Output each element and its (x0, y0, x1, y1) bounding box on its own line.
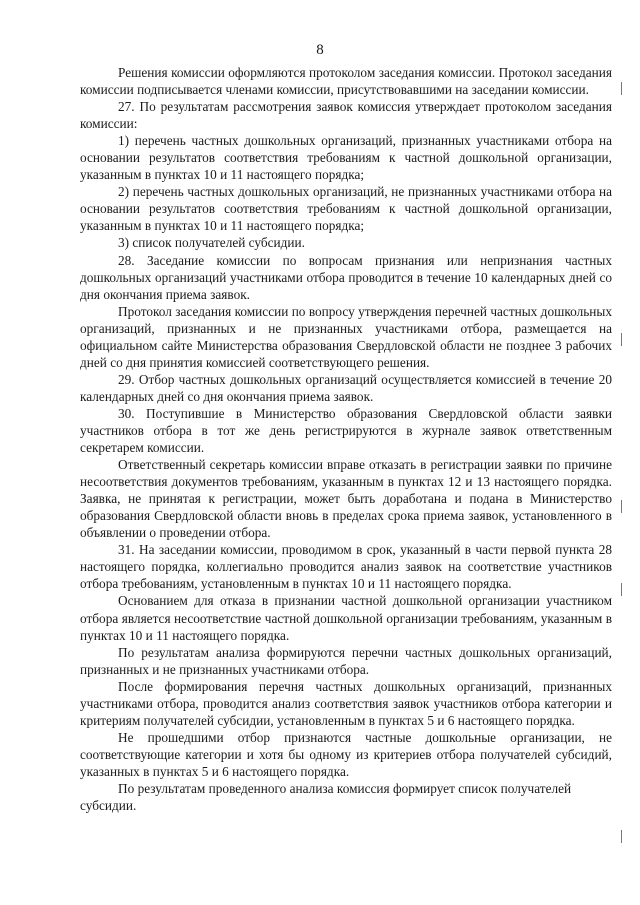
paragraph-commission-decisions: Решения комиссии оформляются протоколом заседания комиссии. Протокол заседания комиссии подписывается членами комиссии, присутствовавшими на заседании комиссии. (80, 65, 612, 98)
scan-artifact-mark (621, 500, 622, 513)
paragraph-final-list: По результатам проведенного анализа комиссия формирует список получателей субсидии. (80, 780, 572, 814)
paragraph-27: 27. По результатам рассмотрения заявок комиссия утверждает протоколом заседания комиссии: (80, 99, 612, 132)
paragraph-protocol-publication: Протокол заседания комиссии по вопросу утверждения перечней частных дошкольных организаций, признанных и не признанных участниками отбора, размещается на официальном сайте Министерства образования Свердловской области не позднее 3 рабочих дней со дня принятия комиссией соответствующего решения. (80, 303, 612, 370)
paragraph-31: 31. На заседании комиссии, проводимом в срок, указанный в части первой пункта 28 настоящего порядка, коллегиально проводится анализ заявок на соответствие участников отбора требованиям, установленным в пунктах 10 и 11 настоящего порядка. (80, 542, 612, 592)
paragraph-30: 30. Поступившие в Министерство образования Свердловской области заявки участников отбора в тот же день регистрируются в журнале заявок ответственным секретарем комиссии. (80, 405, 612, 456)
list-item-2: 2) перечень частных дошкольных организаций, не признанных участниками отбора на основании результатов соответствия требованиям к частной дошкольной организации, указанным в пунктах 10 и 11 настоящего порядка; (80, 184, 612, 234)
paragraph-not-passed: Не прошедшими отбор признаются частные дошкольные организации, не соответствующие категории и хотя бы одному из критериев отбора получателей субсидий, указанных в пунктах 5 и 6 настоящего порядка. (80, 729, 612, 779)
paragraph-28: 28. Заседание комиссии по вопросам признания или непризнания частных дошкольных организаций участниками отбора проводится в течение 10 календарных дней со дня окончания приема заявок. (80, 252, 612, 302)
scan-artifact-mark (621, 583, 622, 596)
list-item-3: 3) список получателей субсидии. (118, 235, 305, 251)
page-number: 8 (316, 42, 324, 58)
paragraph-analysis-results: По результатам анализа формируются перечни частных дошкольных организаций, признанных и не признанных участниками отбора. (80, 644, 612, 677)
scan-artifact-mark (621, 830, 622, 843)
document-body (80, 64, 612, 814)
paragraph-29: 29. Отбор частных дошкольных организаций осуществляется комиссией в течение 20 календарных дней со дня окончания приема заявок. (80, 371, 612, 404)
paragraph-refusal-grounds: Основанием для отказа в признании частной дошкольной организации участником отбора является несоответствие частной дошкольной организации требованиям, указанным в пунктах 10 и 11 настоящего порядка. (80, 593, 612, 643)
list-item-1: 1) перечень частных дошкольных организаций, признанных участниками отбора на основании результатов соответствия требованиям к частной дошкольной организации, указанным в пунктах 10 и 11 настоящего порядка; (80, 133, 612, 183)
scan-artifact-mark (621, 333, 622, 346)
paragraph-registration-refusal: Ответственный секретарь комиссии вправе отказать в регистрации заявки по причине несоответствия документов требованиям, указанным в пунктах 12 и 13 настоящего порядка. Заявка, не принятая к регистрации, может быть доработана и подана в Министерство образования Свердловской области вновь в пределах срока приема заявок, установленного в объявлении о проведении отбора. (80, 457, 612, 541)
paragraph-category-analysis: После формирования перечня частных дошкольных организаций, признанных участниками отбора, проводится анализ соответствия заявок участников отбора категории и критериям получателей субсидии, установленным в пунктах 5 и 6 настоящего порядка. (80, 678, 612, 728)
scan-artifact-mark (621, 82, 622, 95)
